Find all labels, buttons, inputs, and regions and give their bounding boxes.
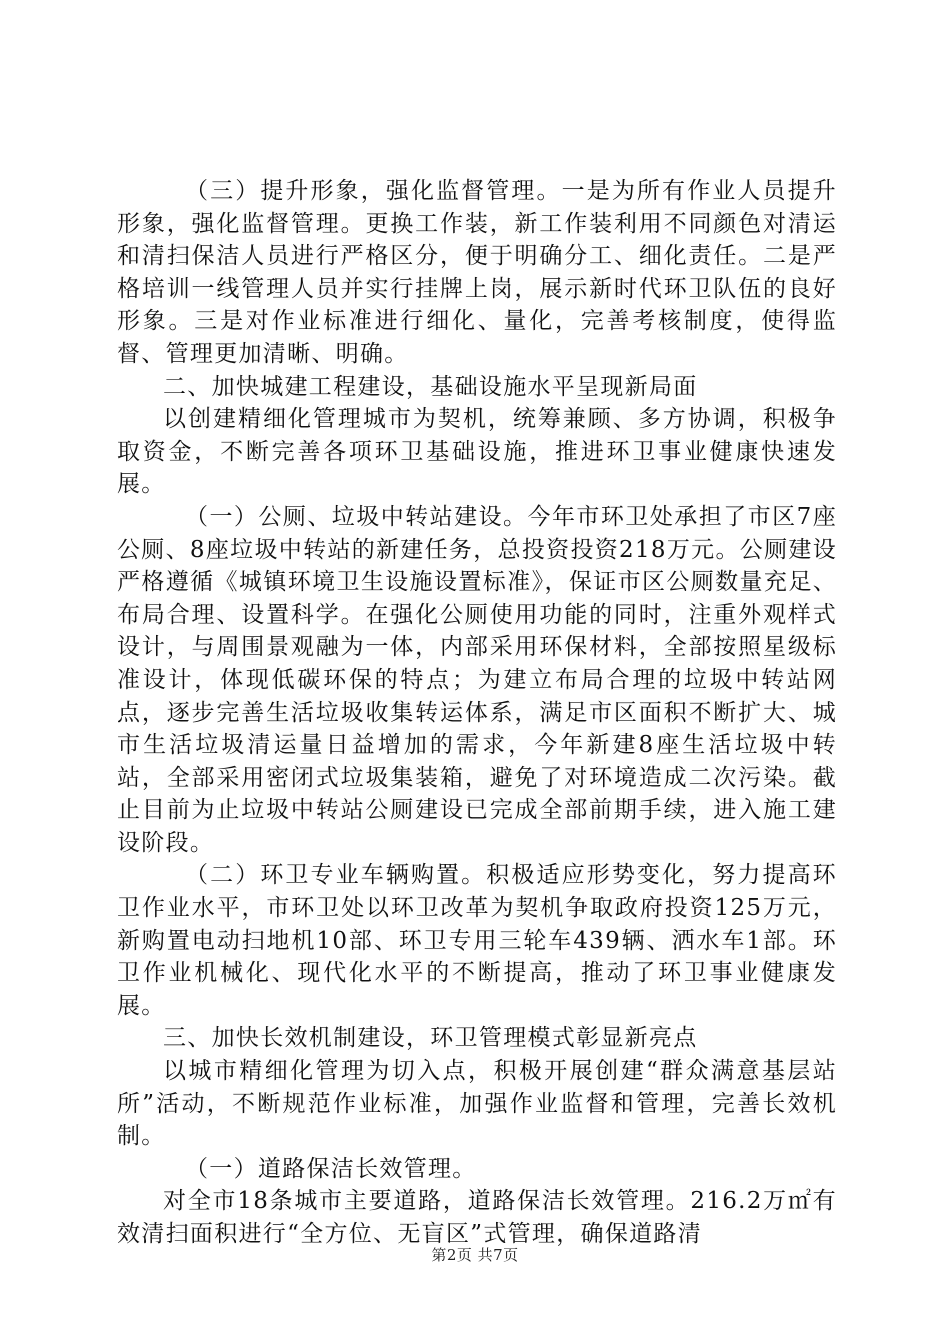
subheading-road-cleaning: （一）道路保洁长效管理。 <box>185 1155 477 1182</box>
page-footer: 第2页 共7页 <box>431 1246 519 1264</box>
section-heading-2: 二、加快城建工程建设，基础设施水平呈现新局面 <box>163 373 698 400</box>
paragraph-vehicle-purchase: （二）环卫专业车辆购置。积极适应形势变化，努力提高环卫作业水平，市环卫处以环卫改革为契机争取政府投资125万元，新购置电动扫地机10部、环卫专用三轮车439辆、洒水车1部。环卫作业机械化、现代化水平的不断提高，推动了环卫事业健康发展。 <box>117 862 837 1019</box>
paragraph-section-3-intro: 以城市精细化管理为切入点，积极开展创建“群众满意基层站所”活动，不断规范作业标准，加强作业监督和管理，完善长效机制。 <box>117 1058 837 1150</box>
paragraph-image-improvement: （三）提升形象，强化监督管理。一是为所有作业人员提升形象，强化监督管理。更换工作装，新工作装利用不同颜色对清运和清扫保洁人员进行严格区分，便于明确分工、细化责任。二是严格培训一线管理人员并实行挂牌上岗，展示新时代环卫队伍的良好形象。三是对作业标准进行细化、量化，完善考核制度，使得监督、管理更加清晰、明确。 <box>117 178 837 367</box>
paragraph-section-2-intro: 以创建精细化管理城市为契机，统筹兼顾、多方协调，积极争取资金，不断完善各项环卫基础设施，推进环卫事业健康快速发展。 <box>117 406 837 498</box>
paragraph-road-cleaning: 对全市18条城市主要道路，道路保洁长效管理。216.2万㎡有效清扫面积进行“全方位、无盲区”式管理，确保道路清 <box>117 1188 837 1247</box>
section-heading-3: 三、加快长效机制建设，环卫管理模式彰显新亮点 <box>163 1025 698 1052</box>
paragraph-toilets-transfer-stations: （一）公厕、垃圾中转站建设。今年市环卫处承担了市区7座公厕、8座垃圾中转站的新建任务，总投资投资218万元。公厕建设严格遵循《城镇环境卫生设施设置标准》，保证市区公厕数量充足、布局合理、设置科学。在强化公厕使用功能的同时，注重外观样式设计，与周围景观融为一体，内部采用环保材料，全部按照星级标准设计，体现低碳环保的特点；为建立布局合理的垃圾中转站网点，逐步完善生活垃圾收集转运体系，满足市区面积不断扩大、城市生活垃圾清运量日益增加的需求，今年新建8座生活垃圾中转站，全部采用密闭式垃圾集装箱，避免了对环境造成二次污染。截止目前为止垃圾中转站公厕建设已完成全部前期手续，进入施工建设阶段。 <box>117 503 837 856</box>
document-body <box>117 175 837 1251</box>
